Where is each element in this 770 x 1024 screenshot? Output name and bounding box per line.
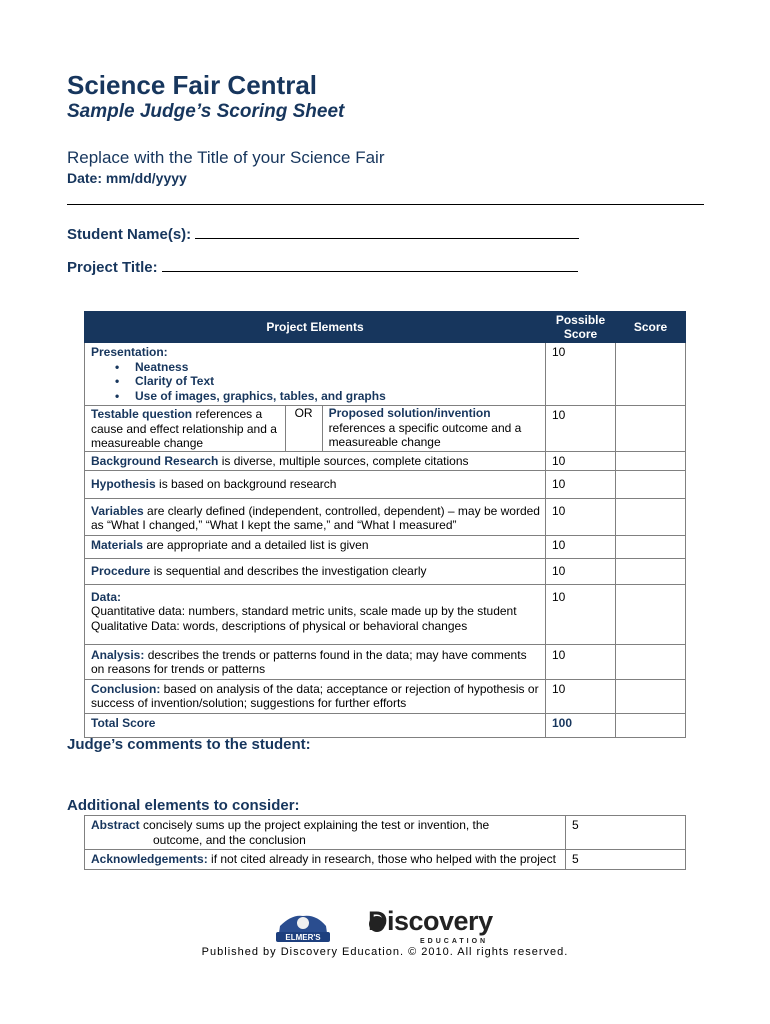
score-cell[interactable] — [616, 471, 686, 499]
testable-question-text: references a cause and effect relationship and a measureable change — [91, 407, 277, 450]
table-row — [85, 644, 686, 679]
possible-points: 10 — [546, 535, 616, 559]
table-header-row — [85, 312, 686, 343]
analysis-cell — [85, 644, 546, 679]
presentation-label: Presentation: — [91, 345, 168, 359]
data-quantitative: Quantitative data: numbers, standard metric units, scale made up by the student — [91, 604, 517, 618]
table-row — [85, 850, 686, 870]
score-cell[interactable] — [616, 584, 686, 644]
acknowledgements-cell — [85, 850, 566, 870]
table-row — [85, 713, 686, 738]
possible-points: 10 — [546, 679, 616, 713]
table-row — [85, 584, 686, 644]
discovery-education-text: EDUCATION — [420, 938, 489, 945]
abstract-text-continued: outcome, and the conclusion — [153, 832, 306, 847]
project-title-field[interactable] — [67, 259, 578, 276]
proposed-solution-label: Proposed solution/invention — [328, 406, 491, 420]
score-cell[interactable] — [616, 559, 686, 585]
discovery-logo-text: Discovery — [368, 906, 493, 936]
table-row — [85, 451, 686, 471]
header-possible-score — [546, 312, 616, 343]
scoring-table — [84, 311, 686, 738]
score-cell[interactable] — [616, 535, 686, 559]
date-line: Date: mm/dd/yyyy — [67, 170, 187, 186]
score-cell[interactable] — [616, 343, 686, 406]
conclusion-label: Conclusion: — [91, 681, 161, 696]
row-label: Procedure — [91, 564, 151, 578]
testable-split — [91, 406, 545, 451]
row-label: Materials — [91, 537, 144, 552]
row-description: is diverse, multiple sources, complete citations — [218, 453, 469, 468]
testable-right — [322, 406, 545, 451]
sponsor-logos — [272, 906, 512, 946]
row-text — [85, 451, 546, 471]
table-row — [85, 471, 686, 499]
row-description: are appropriate and a detailed list is given — [143, 537, 369, 552]
possible-points: 10 — [546, 471, 616, 499]
testable-left — [91, 406, 285, 451]
row-description: is sequential and describes the investigation clearly — [150, 564, 427, 578]
row-label: Hypothesis — [91, 477, 156, 491]
acknowledgements-text: if not cited already in research, those who helped with the project — [207, 852, 556, 866]
possible-score-label: Possible Score — [555, 313, 606, 341]
conclusion-cell — [85, 679, 546, 713]
possible-points: 10 — [546, 343, 616, 406]
student-name-label: Student Name(s): — [67, 226, 192, 243]
fair-title: Replace with the Title of your Science Fair — [67, 148, 385, 167]
list-item: • Use of images, graphics, tables, and graphs — [135, 389, 540, 404]
row-description: are clearly defined (independent, controlled, dependent) – may be worded as “What I changed,” “What I kept the same,” and “What I measured” — [91, 503, 540, 532]
elmers-logo-text: ELMER'S — [285, 933, 321, 942]
elmers-logo — [272, 910, 334, 944]
table-row — [85, 343, 686, 406]
page-subtitle: Sample Judge’s Scoring Sheet — [67, 101, 345, 122]
header-project-elements: Project Elements — [85, 312, 546, 343]
score-cell[interactable] — [616, 406, 686, 452]
conclusion-text: based on analysis of the data; acceptance or rejection of hypothesis or success of invention/solution; suggestions for further efforts — [91, 681, 539, 710]
data-cell — [85, 584, 546, 644]
analysis-label: Analysis: — [91, 647, 145, 662]
total-possible-points: 100 — [546, 713, 616, 738]
footer-copyright: Published by Discovery Education. © 2010. All rights reserved. — [201, 946, 569, 958]
judge-comments-heading: Judge’s comments to the student: — [67, 736, 311, 753]
abstract-cell — [85, 816, 566, 850]
student-name-field[interactable] — [67, 226, 579, 243]
proposed-solution-text: references a specific outcome and a measureable change — [328, 420, 522, 449]
row-label: Background Research — [91, 453, 219, 468]
possible-points: 10 — [546, 498, 616, 535]
table-row — [85, 535, 686, 559]
acknowledgements-label: Acknowledgements: — [91, 852, 208, 866]
row-label: Variables — [91, 503, 144, 518]
table-row — [85, 559, 686, 585]
project-title-line[interactable] — [162, 259, 578, 272]
page-title: Science Fair Central — [67, 70, 317, 100]
possible-points: 10 — [546, 559, 616, 585]
total-score-cell[interactable] — [616, 713, 686, 738]
row-description: is based on background research — [155, 477, 337, 491]
table-row — [85, 406, 686, 452]
or-cell: OR — [285, 406, 322, 451]
list-item: • Neatness — [135, 360, 540, 375]
row-text — [85, 498, 546, 535]
score-cell[interactable] — [616, 679, 686, 713]
abstract-label: Abstract — [91, 818, 140, 832]
data-label: Data: — [91, 589, 122, 604]
testable-cell — [85, 406, 546, 452]
row-text — [85, 535, 546, 559]
possible-points: 10 — [546, 644, 616, 679]
abstract-text: concisely sums up the project explaining the test or invention, the — [139, 818, 490, 832]
possible-points: 10 — [546, 584, 616, 644]
possible-points: 5 — [566, 816, 686, 850]
testable-question-label: Testable question — [91, 407, 193, 421]
possible-points: 10 — [546, 451, 616, 471]
score-cell[interactable] — [616, 451, 686, 471]
header-score: Score — [616, 312, 686, 343]
data-qualitative: Qualitative Data: words, descriptions of physical or behavioral changes — [91, 618, 468, 633]
presentation-cell — [85, 343, 546, 406]
additional-elements-heading: Additional elements to consider: — [67, 797, 300, 814]
presentation-bullets — [91, 360, 540, 404]
total-score-label: Total Score — [85, 713, 546, 738]
score-cell[interactable] — [616, 498, 686, 535]
project-title-label: Project Title: — [67, 259, 158, 276]
table-row — [85, 816, 686, 850]
additional-elements-table — [84, 815, 686, 870]
list-item: • Clarity of Text — [135, 374, 540, 389]
possible-points: 10 — [546, 406, 616, 452]
score-cell[interactable] — [616, 644, 686, 679]
possible-points: 5 — [566, 850, 686, 870]
row-text — [85, 471, 546, 499]
row-text — [85, 559, 546, 585]
student-name-line[interactable] — [195, 226, 579, 239]
table-row — [85, 498, 686, 535]
table-row — [85, 679, 686, 713]
divider — [67, 204, 704, 205]
analysis-text: describes the trends or patterns found in the data; may have comments on reasons for trends or patterns — [91, 647, 527, 676]
